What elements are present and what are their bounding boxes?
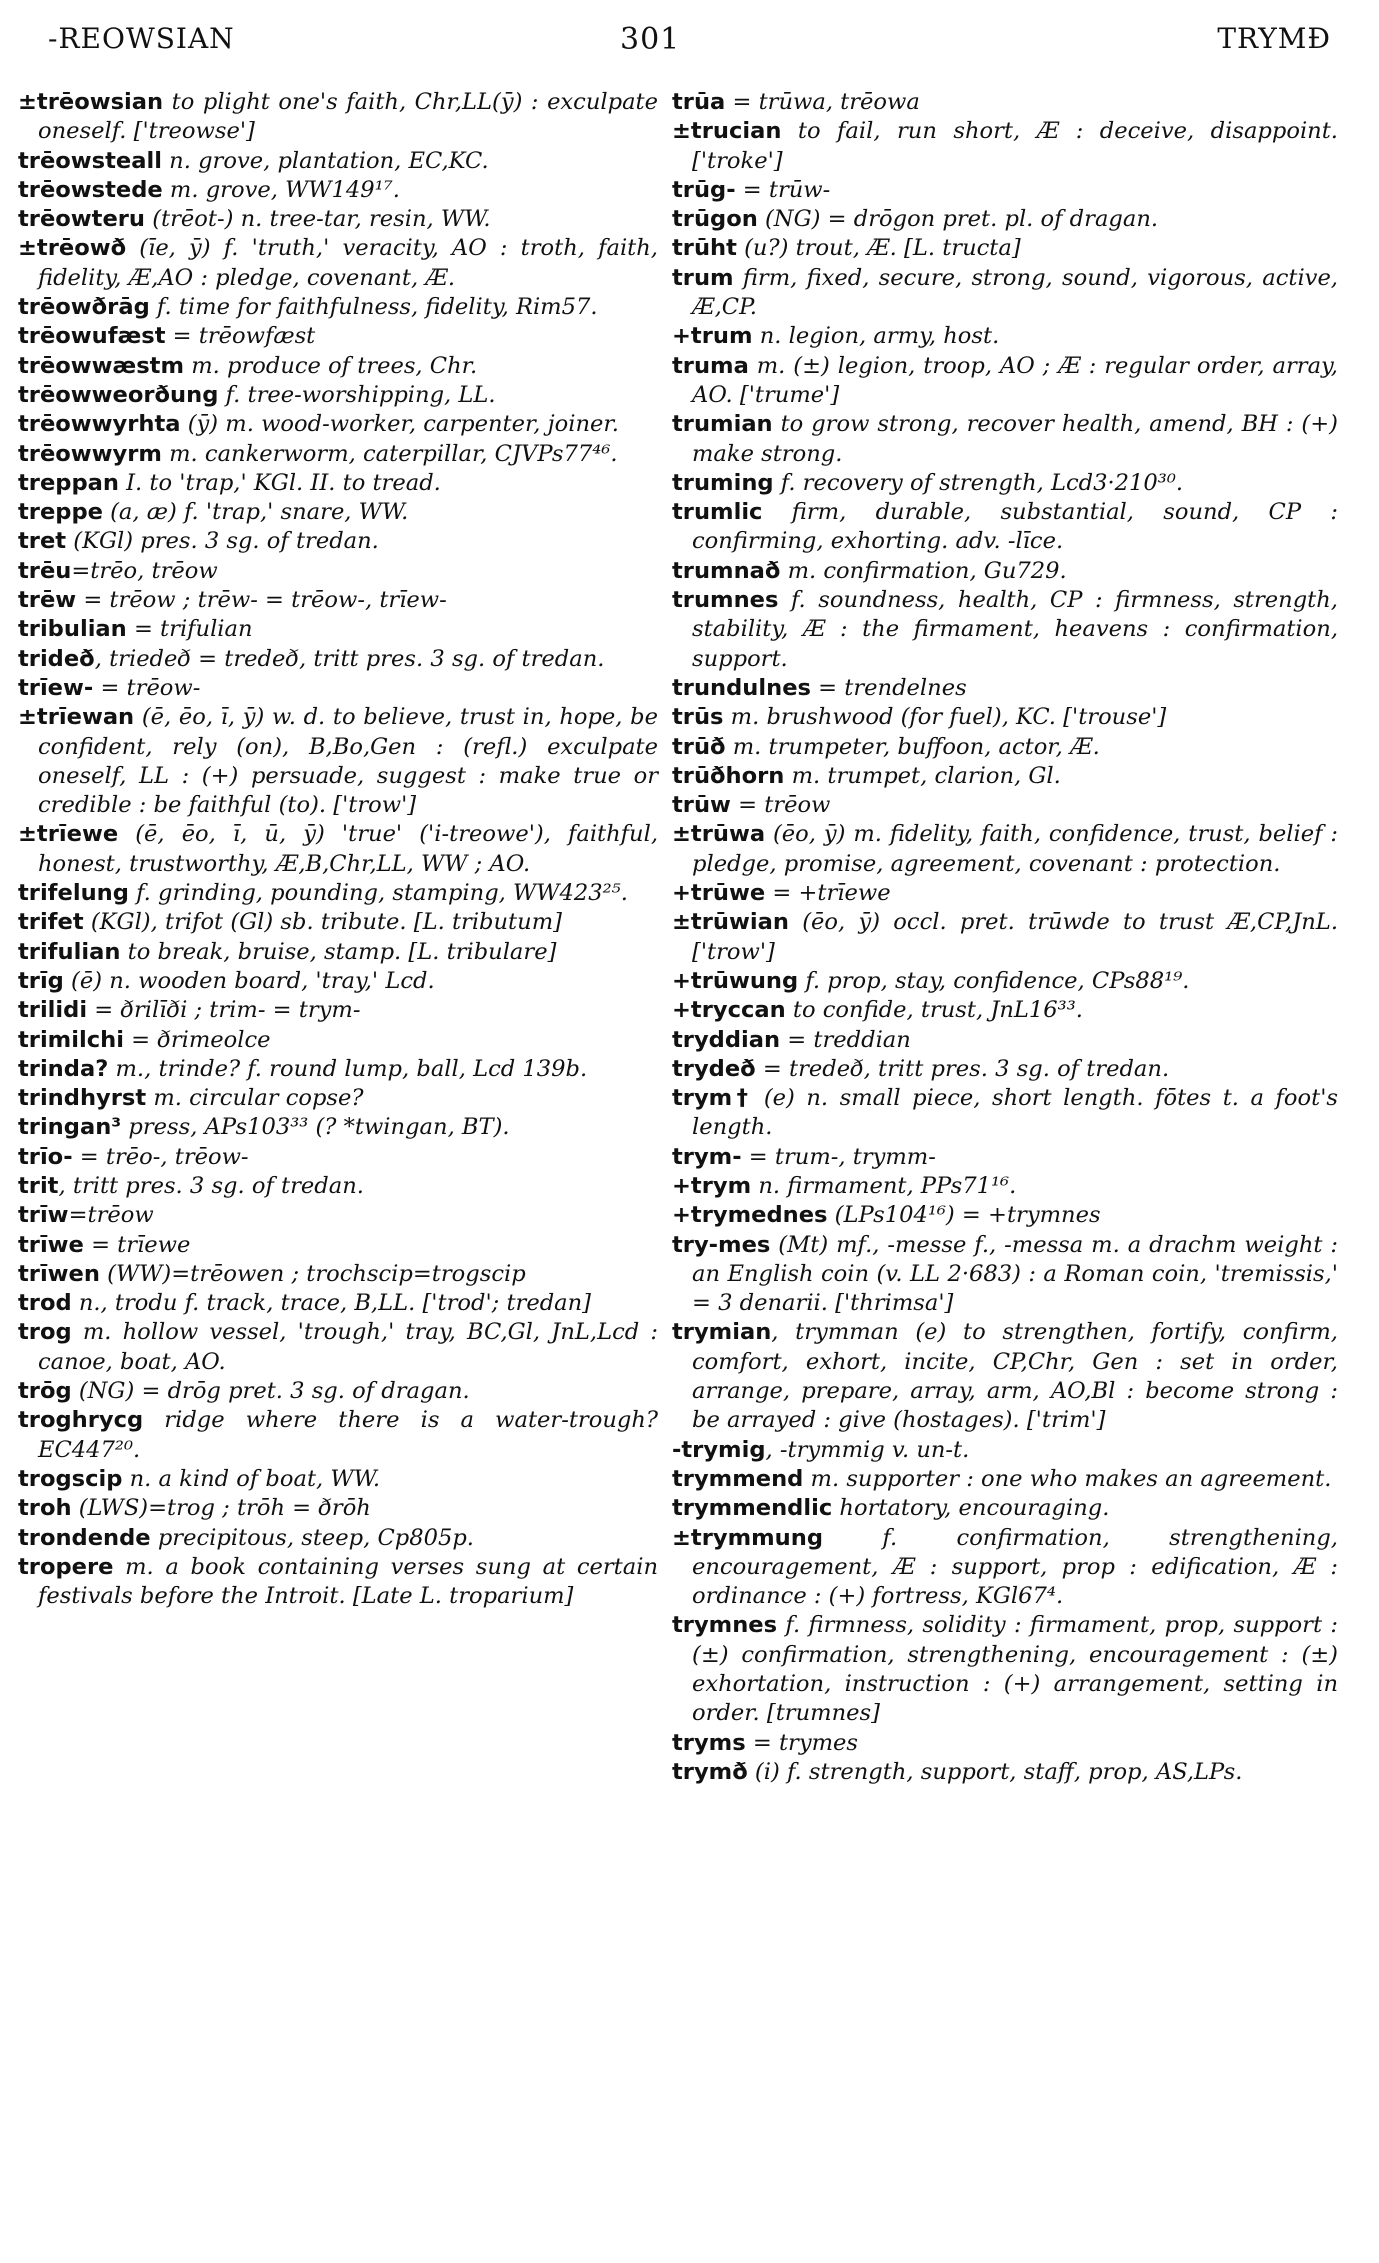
headword: trēowsteall bbox=[18, 147, 162, 174]
definition: to break, bruise, stamp. [L. tribulare] bbox=[120, 938, 557, 965]
headword: trēu bbox=[18, 557, 72, 584]
dictionary-entry bbox=[672, 1143, 1338, 1172]
definition: (LPs104¹⁶) = +trymnes bbox=[827, 1202, 1101, 1229]
left-column bbox=[18, 88, 658, 1611]
dictionary-entry bbox=[18, 557, 658, 586]
headword: ±trūwian bbox=[672, 909, 789, 936]
definition: , tritt pres. 3 sg. of tredan. bbox=[58, 1172, 364, 1199]
definition: m. grove, WW149¹⁷. bbox=[162, 176, 400, 203]
dictionary-entry bbox=[18, 147, 658, 176]
dictionary-entry bbox=[18, 234, 658, 293]
dictionary-entry bbox=[18, 879, 658, 908]
headword: trydeð bbox=[672, 1055, 756, 1082]
dictionary-entry bbox=[672, 733, 1338, 762]
dictionary-entry bbox=[18, 1289, 658, 1318]
headword: tret bbox=[18, 528, 67, 555]
dictionary-entry bbox=[672, 322, 1338, 351]
headword: trēowðrāg bbox=[18, 294, 150, 321]
dictionary-entry bbox=[672, 791, 1338, 820]
definition: = trēowfæst bbox=[165, 323, 316, 350]
dictionary-entry bbox=[672, 410, 1338, 469]
headword: trogscip bbox=[18, 1465, 123, 1492]
dictionary-entry bbox=[672, 176, 1338, 205]
dictionary-entry bbox=[18, 1143, 658, 1172]
dictionary-entry bbox=[18, 645, 658, 674]
definition: n. a kind of boat, WW. bbox=[122, 1465, 381, 1492]
definition: firm, fixed, secure, strong, sound, vigorous, active, Æ,CP. bbox=[692, 264, 1338, 321]
definition: (KGl), trifot (Gl) sb. tribute. [L. tributum] bbox=[83, 909, 562, 936]
headword: +trūwung bbox=[672, 967, 799, 994]
definition: m. supporter : one who makes an agreement. bbox=[803, 1465, 1332, 1492]
headword: treppan bbox=[18, 469, 119, 496]
dictionary-entry bbox=[18, 527, 658, 556]
dictionary-entry bbox=[672, 498, 1338, 557]
headword: ±trucian bbox=[672, 118, 782, 145]
dictionary-entry bbox=[672, 703, 1338, 732]
definition: , trymman (e) to strengthen, fortify, confirm, comfort, exhort, incite, CP,Chr, Gen : set in order, arrange, prepare, array, arm, AO,Bl : become strong : be arrayed : give (hostages). ['trim'] bbox=[692, 1319, 1338, 1434]
headword: trēowwæstm bbox=[18, 352, 185, 379]
dictionary-entry bbox=[18, 1406, 658, 1465]
dictionary-entry bbox=[672, 1318, 1338, 1435]
definition: = trīewe bbox=[83, 1231, 191, 1258]
dictionary-entry bbox=[18, 1524, 658, 1553]
dictionary-entry bbox=[18, 1494, 658, 1523]
dictionary-entry bbox=[672, 996, 1338, 1025]
definition: m. brushwood (for fuel), KC. ['trouse'] bbox=[723, 704, 1167, 731]
headword: +tryccan bbox=[672, 997, 786, 1024]
right-column bbox=[672, 88, 1338, 1787]
dictionary-entry bbox=[672, 1465, 1338, 1494]
definition: firm, durable, substantial, sound, CP : confirming, exhorting. adv. -līce. bbox=[692, 499, 1338, 555]
dictionary-entry bbox=[18, 938, 658, 967]
headword: truming bbox=[672, 469, 774, 496]
definition: =trēow bbox=[68, 1202, 154, 1229]
definition: = ðrilīði ; trim- = trym- bbox=[87, 997, 361, 1024]
definition: to grow strong, recover health, amend, BH : (+) make strong. bbox=[692, 411, 1338, 467]
headword: tryms bbox=[672, 1729, 746, 1756]
definition: precipitous, steep, Cp805p. bbox=[150, 1524, 474, 1551]
dictionary-entry bbox=[672, 820, 1338, 879]
headword: +trymednes bbox=[672, 1202, 828, 1229]
definition: press, APs103³³ (? *twingan, BT). bbox=[121, 1114, 510, 1141]
dictionary-entry bbox=[672, 879, 1338, 908]
headword: trod bbox=[18, 1290, 72, 1317]
definition: f. prop, stay, confidence, CPs88¹⁹. bbox=[798, 967, 1190, 994]
definition: n., trodu f. track, trace, B,LL. ['trod'; tredan] bbox=[71, 1290, 591, 1317]
dictionary-entry bbox=[672, 1201, 1338, 1230]
dictionary-entry bbox=[672, 469, 1338, 498]
headword: trymmend bbox=[672, 1465, 804, 1492]
definition: = trum-, trymm- bbox=[741, 1143, 936, 1170]
definition: f. grinding, pounding, stamping, WW423²⁵. bbox=[128, 880, 628, 907]
headword: trilidi bbox=[18, 997, 88, 1024]
dictionary-entry bbox=[18, 1553, 658, 1612]
headword: trēowstede bbox=[18, 176, 163, 203]
definition: n. legion, army, host. bbox=[752, 323, 1000, 350]
headword: trym† bbox=[672, 1085, 753, 1112]
headword: trindhyrst bbox=[18, 1085, 147, 1112]
headword: trūw bbox=[672, 792, 731, 819]
dictionary-entry bbox=[18, 996, 658, 1025]
definition: m. hollow vessel, 'trough,' tray, BC,Gl, JnL,Lcd : canoe, boat, AO. bbox=[38, 1319, 658, 1375]
dictionary-entry bbox=[672, 586, 1338, 674]
definition: (NG) = drōg pret. 3 sg. of dragan. bbox=[71, 1378, 470, 1405]
definition: f. firmness, solidity : firmament, prop, support : (±) confirmation, strengthening, encouragement : (±) exhortation, instruction : (+) arrangement, setting in order. [trumnes] bbox=[692, 1612, 1338, 1727]
headword: truma bbox=[672, 352, 749, 379]
headword: trūgon bbox=[672, 206, 758, 233]
headword: trūð bbox=[672, 733, 726, 760]
dictionary-entry bbox=[18, 1318, 658, 1377]
definition: = trēo-, trēow- bbox=[72, 1143, 249, 1170]
definition: f. soundness, health, CP : firmness, strength, stability, Æ : the firmament, heavens : confirmation, support. bbox=[692, 587, 1338, 672]
definition: m. trumpeter, buffoon, actor, Æ. bbox=[725, 733, 1100, 760]
definition: m., trinde? f. round lump, ball, Lcd 139b. bbox=[108, 1055, 588, 1082]
dictionary-entry bbox=[672, 1055, 1338, 1084]
definition: = trēow- bbox=[93, 674, 201, 701]
headword: trumlic bbox=[672, 499, 763, 526]
headword: trymnes bbox=[672, 1612, 778, 1639]
definition: (ȳ) m. wood-worker, carpenter, joiner. bbox=[180, 411, 619, 438]
definition: (Mt) mf., -messe f., -messa m. a drachm weight : an English coin (v. LL 2·683) : a Roman coin, 'tremissis,' = 3 denarii. ['thrimsa'] bbox=[692, 1231, 1338, 1317]
definition: f. recovery of strength, Lcd3·210³⁰. bbox=[773, 469, 1184, 496]
headword: trondende bbox=[18, 1524, 151, 1551]
headword: troh bbox=[18, 1495, 72, 1522]
definition: , triedeð = tredeð, tritt pres. 3 sg. of tredan. bbox=[94, 645, 605, 672]
definition: f. tree-worshipping, LL. bbox=[218, 381, 496, 408]
dictionary-entry bbox=[672, 234, 1338, 263]
headword: ±trīewe bbox=[18, 821, 119, 848]
running-head-right: TRYMÐ bbox=[1217, 22, 1331, 55]
definition: = trūw- bbox=[735, 176, 831, 203]
dictionary-entry bbox=[18, 967, 658, 996]
dictionary-entry bbox=[18, 88, 658, 147]
definition: = +trīewe bbox=[765, 880, 891, 907]
definition: (KGl) pres. 3 sg. of tredan. bbox=[66, 528, 379, 555]
headword: trog bbox=[18, 1319, 72, 1346]
definition: f. time for faithfulness, fidelity, Rim57. bbox=[149, 294, 598, 321]
headword: trīwe bbox=[18, 1231, 84, 1258]
definition: m. trumpet, clarion, Gl. bbox=[784, 762, 1061, 789]
dictionary-entry bbox=[672, 1084, 1338, 1143]
headword: troghrycg bbox=[18, 1407, 144, 1434]
headword: trūa bbox=[672, 89, 726, 115]
headword: trīg bbox=[18, 967, 64, 994]
headword: trēowufæst bbox=[18, 323, 166, 350]
definition: m. confirmation, Gu729. bbox=[780, 557, 1067, 584]
dictionary-entry bbox=[672, 557, 1338, 586]
headword: trīwen bbox=[18, 1260, 100, 1287]
dictionary-entry bbox=[672, 1758, 1338, 1787]
dictionary-entry bbox=[18, 322, 658, 351]
dictionary-entry bbox=[672, 1436, 1338, 1465]
definition: n. grove, plantation, EC,KC. bbox=[161, 147, 489, 174]
dictionary-entry bbox=[18, 1377, 658, 1406]
headword: try-mes bbox=[672, 1231, 771, 1258]
definition: m. cankerworm, caterpillar, CJVPs77⁴⁶. bbox=[161, 440, 618, 467]
headword: +trym bbox=[672, 1172, 752, 1199]
headword: trūg- bbox=[672, 176, 736, 203]
dictionary-entry bbox=[672, 264, 1338, 323]
dictionary-entry bbox=[672, 352, 1338, 411]
definition: m. (±) legion, troop, AO ; Æ : regular order, array, AO. ['trume'] bbox=[692, 352, 1338, 408]
dictionary-entry bbox=[18, 1260, 658, 1289]
definition: to plight one's faith, Chr,LL(ȳ) : exculpate oneself. ['treowse'] bbox=[38, 89, 658, 145]
headword: trīo- bbox=[18, 1143, 73, 1170]
headword: ±trīewan bbox=[18, 704, 135, 731]
headword: trymð bbox=[672, 1758, 748, 1785]
definition: = tredeð, tritt pres. 3 sg. of tredan. bbox=[755, 1055, 1170, 1082]
dictionary-entry bbox=[18, 1055, 658, 1084]
headword: trifulian bbox=[18, 938, 121, 965]
definition: (ēo, ȳ) m. fidelity, faith, confidence, trust, belief : pledge, promise, agreement, covenant : protection. bbox=[692, 821, 1338, 877]
definition: = trēow ; trēw- = trēow-, trīew- bbox=[76, 587, 447, 614]
headword: trumnað bbox=[672, 557, 781, 584]
dictionary-entry bbox=[18, 1084, 658, 1113]
dictionary-entry bbox=[672, 967, 1338, 996]
headword: trundulnes bbox=[672, 674, 811, 701]
dictionary-entry bbox=[672, 1026, 1338, 1055]
dictionary-entry bbox=[18, 293, 658, 322]
dictionary-entry bbox=[18, 586, 658, 615]
dictionary-entry bbox=[18, 1231, 658, 1260]
dictionary-entry bbox=[672, 908, 1338, 967]
headword: trēowwyrm bbox=[18, 440, 162, 467]
definition: = trymes bbox=[745, 1729, 859, 1756]
headword: trifet bbox=[18, 909, 84, 936]
definition: to fail, run short, Æ : deceive, disappoint. ['troke'] bbox=[692, 118, 1338, 174]
page-number: 301 bbox=[620, 22, 681, 57]
headword: trit bbox=[18, 1172, 59, 1199]
headword: treppe bbox=[18, 499, 103, 526]
dictionary-entry bbox=[672, 1729, 1338, 1758]
definition: (i) f. strength, support, staff, prop, AS,LPs. bbox=[747, 1758, 1243, 1785]
headword: trymmendlic bbox=[672, 1495, 833, 1522]
dictionary-entry bbox=[672, 1172, 1338, 1201]
headword: ±trymmung bbox=[672, 1524, 824, 1551]
definition: n. firmament, PPs71¹⁶. bbox=[751, 1172, 1017, 1199]
running-head-left: -REOWSIAN bbox=[48, 22, 235, 55]
headword: trumian bbox=[672, 411, 773, 438]
definition: (ē, ēo, ī, ū, ȳ) 'true' ('i-treowe'), faithful, honest, trustworthy, Æ,B,Chr,LL, WW ; AO. bbox=[38, 821, 658, 877]
headword: trimilchi bbox=[18, 1026, 124, 1053]
headword: +trum bbox=[672, 323, 753, 350]
headword: trēowwyrhta bbox=[18, 411, 181, 438]
headword: trymian bbox=[672, 1319, 772, 1346]
dictionary-entry bbox=[672, 674, 1338, 703]
headword: trumnes bbox=[672, 587, 779, 614]
definition: (ēo, ȳ) occl. pret. trūwde to trust Æ,CP,JnL. ['trow'] bbox=[692, 909, 1338, 965]
definition: (ē, ēo, ī, ȳ) w. d. to believe, trust in, hope, be confident, rely (on), B,Bo,Gen : (refl.) exculpate oneself, LL : (+) persuade, suggest : make true or credible : be faithful (to). ['trow'] bbox=[38, 704, 658, 819]
definition: f. confirmation, strengthening, encouragement, Æ : support, prop : edification, Æ : ordinance : (+) fortress, KGl67⁴. bbox=[692, 1524, 1338, 1610]
dictionary-entry bbox=[18, 381, 658, 410]
dictionary-entry bbox=[18, 498, 658, 527]
definition: = trendelnes bbox=[810, 674, 967, 701]
definition: = trēow bbox=[730, 792, 831, 819]
dictionary-entry bbox=[18, 469, 658, 498]
definition: (NG) = drōgon pret. pl. of dragan. bbox=[757, 206, 1159, 233]
dictionary-entry bbox=[672, 1524, 1338, 1612]
headword: tropere bbox=[18, 1553, 114, 1580]
dictionary-entry bbox=[18, 1201, 658, 1230]
dictionary-entry bbox=[18, 1113, 658, 1142]
headword: ±trēowð bbox=[18, 235, 127, 262]
definition: (a, æ) f. 'trap,' snare, WW. bbox=[102, 499, 409, 526]
headword: trūht bbox=[672, 235, 737, 262]
headword: ±trēowsian bbox=[18, 89, 164, 115]
definition: m. produce of trees, Chr. bbox=[184, 352, 478, 379]
dictionary-entry bbox=[18, 615, 658, 644]
definition: m. circular copse? bbox=[146, 1085, 364, 1112]
dictionary-entry bbox=[672, 88, 1338, 117]
dictionary-entry bbox=[18, 703, 658, 820]
definition: to confide, trust, JnL16³³. bbox=[785, 997, 1083, 1024]
definition: (u?) trout, Æ. [L. tructa] bbox=[736, 235, 1021, 262]
definition: =trēo, trēow bbox=[71, 557, 218, 584]
dictionary-entry bbox=[18, 1465, 658, 1494]
headword: trēw bbox=[18, 587, 77, 614]
headword: trēowteru bbox=[18, 206, 146, 233]
headword: tringan³ bbox=[18, 1114, 122, 1141]
definition: (LWS)=trog ; trōh = ðrōh bbox=[71, 1495, 371, 1522]
headword: trōg bbox=[18, 1378, 72, 1405]
definition: (e) n. small piece, short length. fōtes t. a foot's length. bbox=[692, 1085, 1338, 1141]
headword: ±trūwa bbox=[672, 821, 766, 848]
headword: trūs bbox=[672, 704, 724, 731]
headword: trum bbox=[672, 264, 734, 291]
dictionary-entry bbox=[18, 820, 658, 879]
headword: +trūwe bbox=[672, 880, 766, 907]
definition: I. to 'trap,' KGl. II. to tread. bbox=[118, 469, 441, 496]
headword: trifelung bbox=[18, 880, 129, 907]
definition: (īe, ȳ) f. 'truth,' veracity, AO : troth, faith, fidelity, Æ,AO : pledge, covenant, Æ. bbox=[38, 235, 658, 291]
dictionary-entry bbox=[18, 1172, 658, 1201]
headword: trideð bbox=[18, 645, 95, 672]
headword: -trymig bbox=[672, 1436, 766, 1463]
definition: (trēot-) n. tree-tar, resin, WW. bbox=[145, 206, 491, 233]
definition: (ē) n. wooden board, 'tray,' Lcd. bbox=[63, 967, 435, 994]
headword: tryddian bbox=[672, 1026, 781, 1053]
headword: trinda? bbox=[18, 1055, 109, 1082]
definition: , -trymmig v. un-t. bbox=[765, 1436, 970, 1463]
dictionary-entry bbox=[672, 762, 1338, 791]
dictionary-entry bbox=[672, 1231, 1338, 1319]
dictionary-entry bbox=[18, 908, 658, 937]
dictionary-entry bbox=[18, 205, 658, 234]
dictionary-entry bbox=[18, 1026, 658, 1055]
definition: hortatory, encouraging. bbox=[832, 1495, 1110, 1522]
headword: tribulian bbox=[18, 616, 127, 643]
definition: ridge where there is a water-trough? EC447²⁰. bbox=[38, 1407, 658, 1463]
definition: m. a book containing verses sung at certain festivals before the Introit. [Late L. troparium] bbox=[38, 1553, 658, 1610]
definition: = ðrimeolce bbox=[123, 1026, 271, 1053]
definition: = trifulian bbox=[126, 616, 253, 643]
headword: trīw bbox=[18, 1202, 69, 1229]
dictionary-entry bbox=[672, 205, 1338, 234]
headword: trēowweorðung bbox=[18, 381, 219, 408]
dictionary-entry bbox=[672, 1494, 1338, 1523]
headword: trūðhorn bbox=[672, 762, 785, 789]
dictionary-entry bbox=[18, 410, 658, 439]
definition: = trūwa, trēowa bbox=[725, 89, 920, 115]
dictionary-entry bbox=[18, 176, 658, 205]
dictionary-entry bbox=[18, 352, 658, 381]
headword: trīew- bbox=[18, 674, 94, 701]
headword: trym- bbox=[672, 1143, 742, 1170]
dictionary-entry bbox=[672, 117, 1338, 176]
dictionary-entry bbox=[18, 440, 658, 469]
definition: (WW)=trēowen ; trochscip=trogscip bbox=[99, 1260, 526, 1287]
dictionary-entry bbox=[672, 1611, 1338, 1728]
definition: = treddian bbox=[780, 1026, 911, 1053]
dictionary-entry bbox=[18, 674, 658, 703]
